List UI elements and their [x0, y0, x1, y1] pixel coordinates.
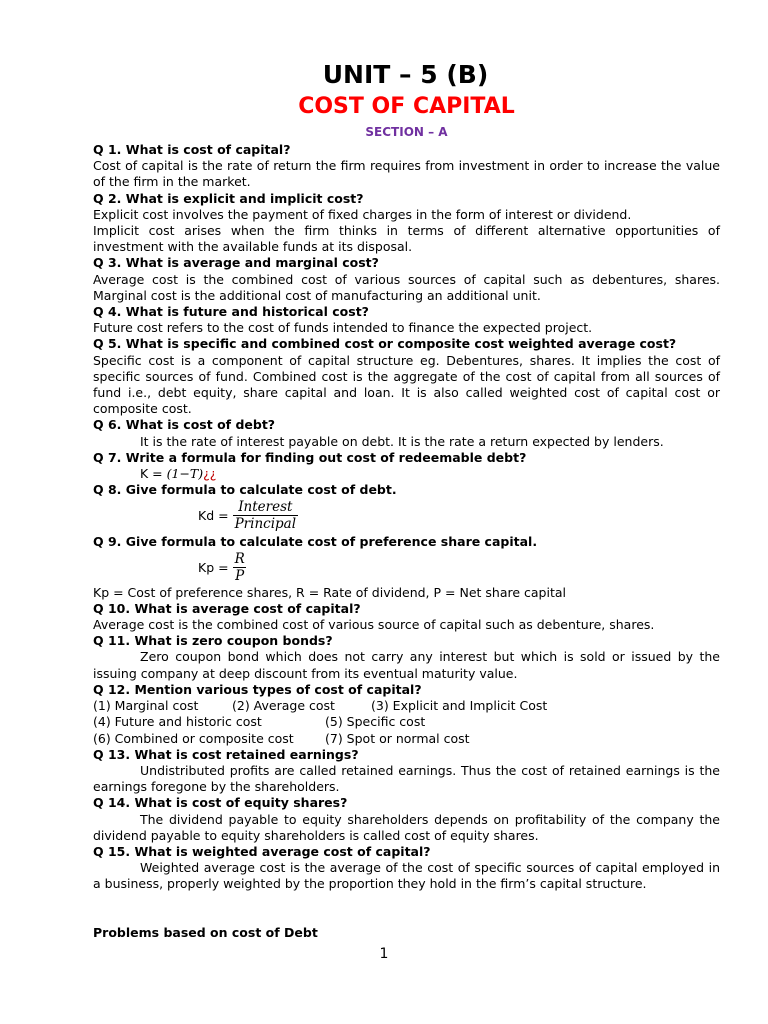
- type-item: (3) Explicit and Implicit Cost: [371, 698, 548, 714]
- page-title: COST OF CAPITAL: [298, 94, 515, 119]
- formula-legend: Kp = Cost of preference shares, R = Rate of dividend, P = Net share capital: [93, 584, 566, 600]
- answer-4: Future cost refers to the cost of funds intended to finance the expected project.: [93, 320, 593, 336]
- fraction-denominator: P: [235, 568, 245, 585]
- type-item: (1) Marginal cost: [93, 698, 199, 714]
- type-item: (6) Combined or composite cost: [93, 730, 294, 746]
- formula-rhs: (1−T): [166, 466, 204, 482]
- unit-heading: UNIT – 5 (B): [322, 60, 489, 89]
- question-5: Q 5. What is specific and combined cost or composite cost weighted average cost?: [93, 336, 677, 352]
- question-7: Q 7. Write a formula for finding out cost of redeemable debt?: [93, 449, 527, 465]
- answer-10: Average cost is the combined cost of various source of capital such as debenture, shares.: [93, 617, 655, 633]
- answer-2-explicit: Explicit cost involves the payment of fixed charges in the form of interest or dividend.: [93, 206, 632, 222]
- type-item: (2) Average cost: [232, 698, 335, 714]
- fraction: [233, 499, 298, 532]
- types-row-1: [93, 698, 720, 714]
- answer-5: Specific cost is a component of capital structure eg. Debentures, shares. It implies the cost of specific sources of fund. Combined cost is the aggregate of the cost of capital from all sources of fund i.e., debt equity, share capital and loan. It is also called weighted cost of capital cost or composite cost.: [93, 352, 720, 417]
- question-4: Q 4. What is future and historical cost?: [93, 304, 369, 320]
- formula-redeemable-debt: [93, 466, 720, 482]
- question-14: Q 14. What is cost of equity shares?: [93, 795, 348, 811]
- formula-lhs: K =: [140, 466, 167, 482]
- question-1: Q 1. What is cost of capital?: [93, 142, 291, 157]
- types-row-3: [93, 731, 720, 747]
- question-13: Q 13. What is cost retained earnings?: [93, 746, 359, 762]
- type-item: (5) Specific cost: [325, 714, 426, 730]
- page-number: 1: [379, 946, 389, 962]
- answer-3: Average cost is the combined cost of various sources of capital such as debentures, shares. Marginal cost is the additional cost of manufacturing an additional unit.: [93, 271, 720, 303]
- answer-2-implicit: Implicit cost arises when the firm thinks in terms of different alternative opportunities of investment with the available funds at its disposal.: [93, 223, 720, 255]
- document-page: [93, 58, 720, 941]
- question-12: Q 12. Mention various types of cost of capital?: [93, 681, 422, 697]
- types-row-2: [93, 714, 720, 730]
- answer-11: Zero coupon bond which does not carry any interest but which is sold or issued by the issuing company at deep discount from its eventual maturity value.: [93, 649, 720, 681]
- type-item: (4) Future and historic cost: [93, 714, 262, 730]
- formula-preference-share: [93, 551, 720, 585]
- question-15: Q 15. What is weighted average cost of capital?: [93, 843, 431, 859]
- question-10: Q 10. What is average cost of capital?: [93, 600, 361, 616]
- formula-garbled: ¿¿: [203, 466, 217, 482]
- fraction: [233, 551, 247, 584]
- question-3: Q 3. What is average and marginal cost?: [93, 255, 379, 271]
- answer-15: Weighted average cost is the average of the cost of specific sources of capital employed in a business, properly weighted by the proportion they hold in the firm’s capital structure.: [93, 860, 720, 892]
- answer-6: It is the rate of interest payable on debt. It is the rate a return expected by lenders.: [140, 433, 664, 449]
- fraction-numerator: Interest: [238, 498, 293, 515]
- question-9: Q 9. Give formula to calculate cost of preference share capital.: [93, 534, 538, 550]
- answer-1: Cost of capital is the rate of return the firm requires from investment in order to increase the value of the firm in the market.: [93, 158, 720, 190]
- section-heading: SECTION – A: [365, 125, 448, 139]
- formula-cost-of-debt: [93, 498, 720, 532]
- problems-heading: Problems based on cost of Debt: [93, 924, 318, 940]
- answer-14: The dividend payable to equity shareholders depends on profitability of the company the dividend payable to equity shareholders is called cost of equity shares.: [93, 811, 720, 843]
- formula-lhs: Kd =: [198, 507, 229, 523]
- question-8: Q 8. Give formula to calculate cost of debt.: [93, 482, 397, 498]
- fraction-numerator: R: [234, 551, 245, 568]
- fraction-denominator: Principal: [234, 515, 297, 532]
- formula-lhs: Kp =: [198, 560, 229, 576]
- type-item: (7) Spot or normal cost: [325, 730, 470, 746]
- question-2: Q 2. What is explicit and implicit cost?: [93, 190, 364, 206]
- question-11: Q 11. What is zero coupon bonds?: [93, 633, 333, 649]
- question-6: Q 6. What is cost of debt?: [93, 417, 276, 433]
- answer-13: Undistributed profits are called retained earnings. Thus the cost of retained earnings is the earnings foregone by the shareholders.: [93, 762, 720, 795]
